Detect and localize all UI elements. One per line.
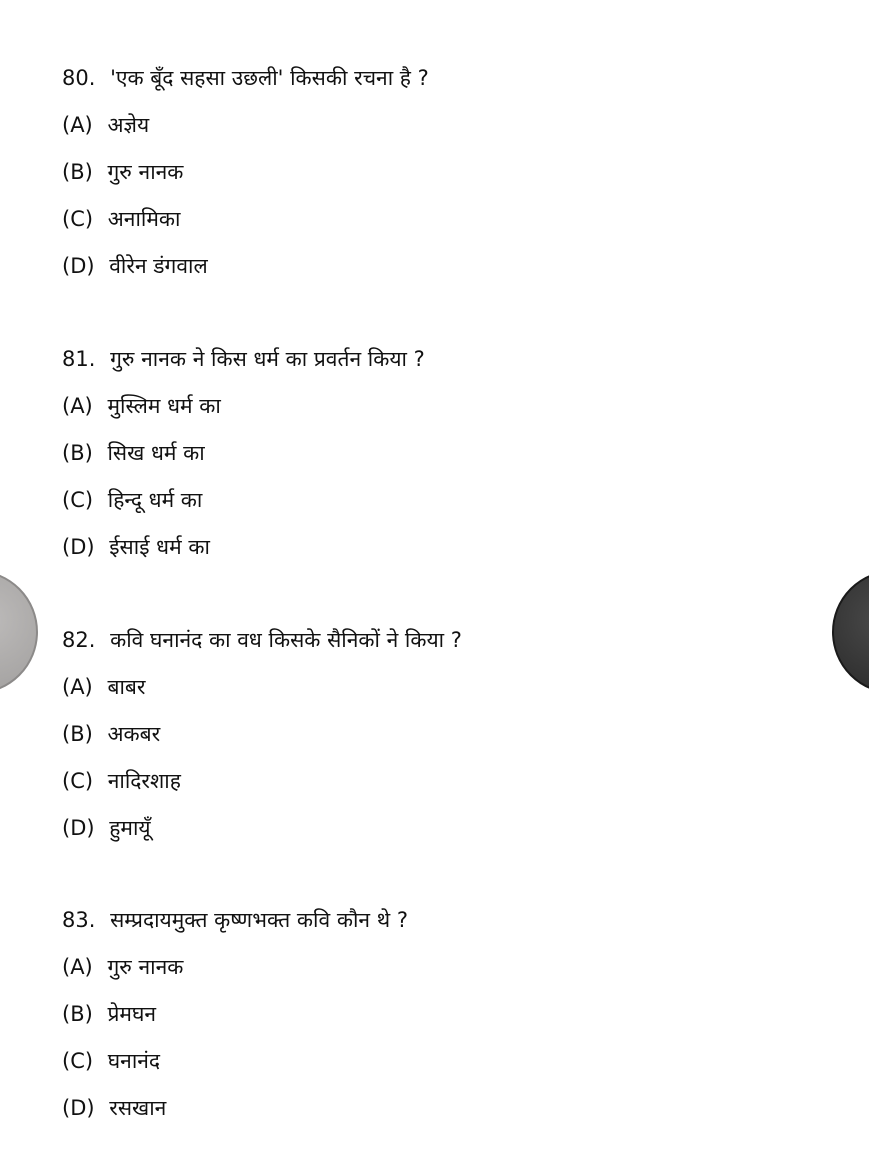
- option-letter: (C): [62, 488, 94, 512]
- option-text: नादिरशाह: [107, 769, 181, 793]
- question-81: [62, 336, 822, 571]
- option-text: अज्ञेय: [107, 113, 150, 137]
- question-text: कवि घनानंद का वध किसके सैनिकों ने किया ?: [110, 628, 462, 652]
- question-82: [62, 617, 822, 852]
- option-b[interactable]: [62, 149, 822, 196]
- next-page-button[interactable]: [832, 570, 869, 694]
- option-d[interactable]: [62, 1085, 822, 1132]
- option-letter: (B): [62, 1002, 93, 1026]
- option-letter: (C): [62, 769, 94, 793]
- option-text: प्रेमघन: [107, 1002, 157, 1026]
- option-text: रसखान: [109, 1096, 167, 1120]
- option-letter: (D): [62, 535, 95, 559]
- question-stem: [62, 55, 822, 102]
- option-b[interactable]: [62, 711, 822, 758]
- option-a[interactable]: [62, 944, 822, 991]
- option-letter: (C): [62, 1049, 94, 1073]
- option-letter: (D): [62, 816, 95, 840]
- option-letter: (A): [62, 113, 93, 137]
- question-number: 82.: [62, 628, 96, 652]
- question-stem: [62, 617, 822, 664]
- option-text: हिन्दू धर्म का: [107, 488, 203, 512]
- option-letter: (D): [62, 254, 95, 278]
- option-text: गुरु नानक: [107, 955, 184, 979]
- option-letter: (D): [62, 1096, 95, 1120]
- option-text: अनामिका: [107, 207, 181, 231]
- option-d[interactable]: [62, 243, 822, 290]
- question-stem: [62, 336, 822, 383]
- option-a[interactable]: [62, 664, 822, 711]
- option-text: मुस्लिम धर्म का: [107, 394, 221, 418]
- option-c[interactable]: [62, 196, 822, 243]
- question-text: सम्प्रदायमुक्त कृष्णभक्त कवि कौन थे ?: [110, 908, 408, 932]
- option-text: बाबर: [107, 675, 146, 699]
- option-c[interactable]: [62, 1038, 822, 1085]
- question-stem: [62, 897, 822, 944]
- option-letter: (B): [62, 722, 93, 746]
- question-80: [62, 55, 822, 290]
- option-text: ईसाई धर्म का: [109, 535, 210, 559]
- option-d[interactable]: [62, 805, 822, 852]
- question-83: [62, 897, 822, 1132]
- option-c[interactable]: [62, 758, 822, 805]
- option-text: घनानंद: [107, 1049, 161, 1073]
- option-letter: (B): [62, 160, 93, 184]
- option-b[interactable]: [62, 991, 822, 1038]
- question-number: 81.: [62, 347, 96, 371]
- question-text: गुरु नानक ने किस धर्म का प्रवर्तन किया ?: [110, 347, 425, 371]
- option-letter: (A): [62, 955, 93, 979]
- option-text: सिख धर्म का: [107, 441, 205, 465]
- option-text: अकबर: [107, 722, 161, 746]
- option-letter: (A): [62, 394, 93, 418]
- option-c[interactable]: [62, 477, 822, 524]
- question-number: 80.: [62, 66, 96, 90]
- option-b[interactable]: [62, 430, 822, 477]
- option-letter: (C): [62, 207, 94, 231]
- option-a[interactable]: [62, 383, 822, 430]
- option-d[interactable]: [62, 524, 822, 571]
- question-text: 'एक बूँद सहसा उछली' किसकी रचना है ?: [110, 66, 429, 90]
- option-text: गुरु नानक: [107, 160, 184, 184]
- option-letter: (A): [62, 675, 93, 699]
- previous-page-button[interactable]: [0, 570, 38, 694]
- option-text: वीरेन डंगवाल: [109, 254, 208, 278]
- option-letter: (B): [62, 441, 93, 465]
- option-a[interactable]: [62, 102, 822, 149]
- option-text: हुमायूँ: [109, 816, 151, 840]
- question-number: 83.: [62, 908, 96, 932]
